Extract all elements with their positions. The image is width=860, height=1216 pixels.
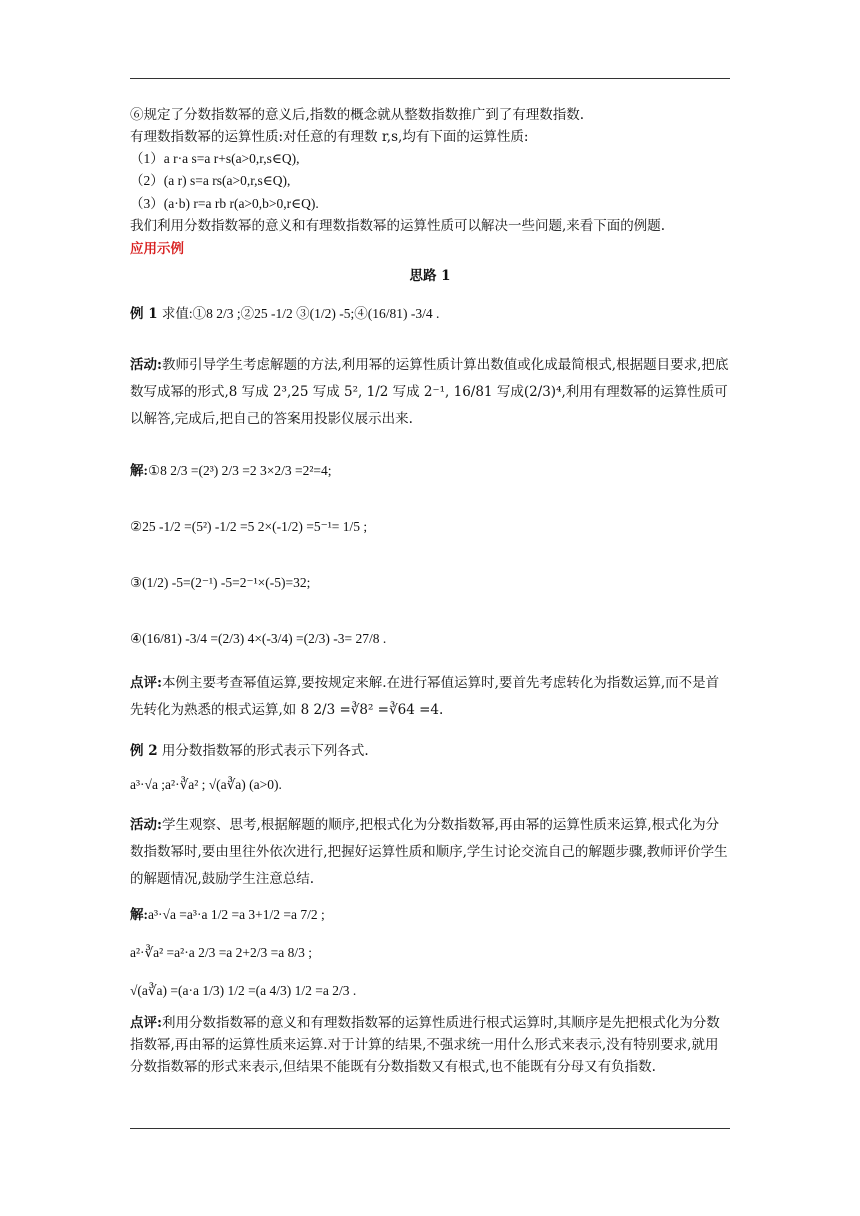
solution-2-step-3: √(a∛a) =(a·a 1/3) 1/2 =(a 4/3) 1/2 =a 2/3 . xyxy=(130,983,357,998)
solution-2-step-2: a²·∛a² =a²·a 2/3 =a 2+2/3 =a 8/3 ; xyxy=(130,945,313,960)
paragraph-transition: 我们利用分数指数幂的意义和有理数指数幂的运算性质可以解决一些问题,来看下面的例题. xyxy=(130,218,666,234)
solution-1-step-1-text: ①8 2/3 =(2³) 2/3 =2 3×2/3 =2²=4; xyxy=(148,463,332,478)
solution-2-label: 解: xyxy=(130,907,148,922)
header-rule xyxy=(130,78,730,79)
activity-1-text: 教师引导学生考虑解题的方法,利用幂的运算性质计算出数值或化成最简根式,根据题目要求,把底数写成幂的形式,8 写成 2³,25 写成 5², 1/2 写成 2⁻¹, 16/81 写成(2/3)⁴,利用有理数幂的运算性质可以解答,完成后,把自己的答案用投影仪展示出来. xyxy=(130,357,729,427)
comment-2-text: 利用分数指数幂的意义和有理数指数幂的运算性质进行根式运算时,其顺序是先把根式化为分数指数幂,再由幂的运算性质来运算.对于计算的结果,不强求统一用什么形式来表示,没有特别要求,就用分数指数幂的形式来表示,但结果不能既有分数指数又有根式,也不能既有分母又有负指数. xyxy=(130,1015,720,1075)
solution-2-step-1 xyxy=(130,906,730,924)
example-1-label: 例 1 xyxy=(130,306,158,322)
paragraph-properties-intro: 有理数指数幂的运算性质:对任意的有理数 r,s,均有下面的运算性质: xyxy=(130,129,529,145)
solution-1-step-2: ②25 -1/2 =(5²) -1/2 =5 2×(-1/2) =5⁻¹= 1/5 ; xyxy=(130,519,368,534)
property-2: （2）(a r) s=a rs(a>0,r,s∈Q), xyxy=(130,173,291,188)
comment-2-label: 点评: xyxy=(130,1015,162,1031)
solution-2-step-1-text: a³·√a =a³·a 1/2 =a 3+1/2 =a 7/2 ; xyxy=(148,907,325,922)
solution-1-step-3: ③(1/2) -5=(2⁻¹) -5=2⁻¹×(-5)=32; xyxy=(130,575,311,590)
section-heading: 应用示例 xyxy=(130,241,184,257)
comment-1 xyxy=(130,670,730,724)
paragraph-definition: ⑥规定了分数指数幂的意义后,指数的概念就从整数指数推广到了有理数指数. xyxy=(130,107,585,123)
property-1: （1）a r·a s=a r+s(a>0,r,s∈Q), xyxy=(130,151,300,166)
solution-1-label: 解: xyxy=(130,463,148,478)
comment-1-text: 本例主要考查幂值运算,要按规定来解.在进行幂值运算时,要首先考虑转化为指数运算,而不是首先转化为熟悉的根式运算,如 8 2/3 =∛8² =∛64 =4. xyxy=(130,675,720,718)
example-1 xyxy=(130,305,730,323)
example-2-label: 例 2 xyxy=(130,743,158,759)
solution-1-step-1 xyxy=(130,462,730,480)
comment-1-label: 点评: xyxy=(130,675,162,691)
activity-2-text: 学生观察、思考,根据解题的顺序,把根式化为分数指数幂,再由幂的运算性质来运算,根式化为分数指数幂时,要由里往外依次进行,把握好运算性质和顺序,学生讨论交流自己的解题步骤,教师评价学生的解题情况,鼓励学生注意总结. xyxy=(130,817,728,887)
example-2-expression: a³·√a ;a²·∛a² ; √(a∛a) (a>0). xyxy=(130,777,282,792)
activity-1-label: 活动: xyxy=(130,357,162,373)
subheading: 思路 1 xyxy=(409,268,451,284)
activity-2 xyxy=(130,812,730,893)
property-3: （3）(a·b) r=a rb r(a>0,b>0,r∈Q). xyxy=(130,196,319,211)
solution-1-step-4: ④(16/81) -3/4 =(2/3) 4×(-3/4) =(2/3) -3= 27/8 . xyxy=(130,631,387,646)
activity-1 xyxy=(130,352,730,433)
example-2-text: 用分数指数幂的形式表示下列各式. xyxy=(161,743,369,759)
activity-2-label: 活动: xyxy=(130,817,162,833)
footer-rule xyxy=(130,1128,730,1129)
example-2 xyxy=(130,742,730,760)
comment-2 xyxy=(130,1012,730,1078)
example-1-text: 求值:①8 2/3 ;②25 -1/2 ③(1/2) -5;④(16/81) -3/4 . xyxy=(161,306,440,321)
